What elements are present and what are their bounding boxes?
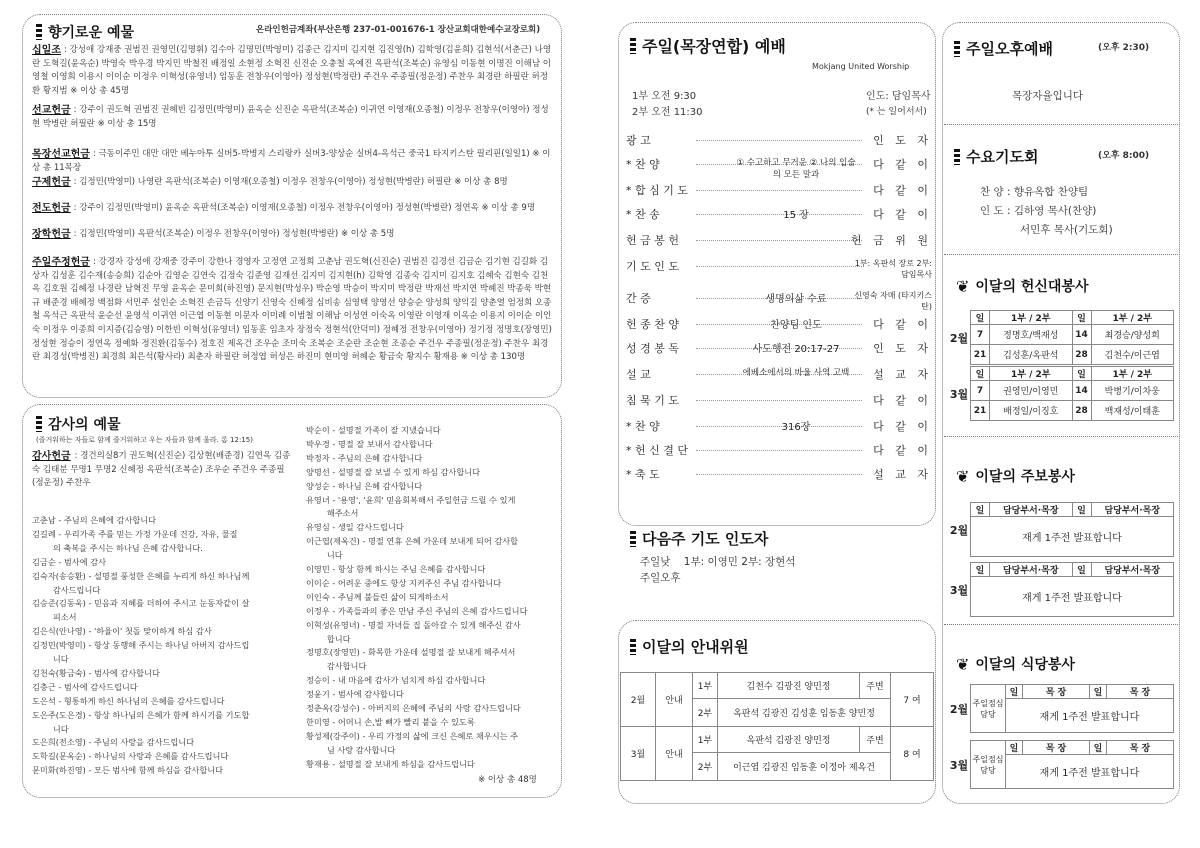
leader-dots [696, 190, 862, 191]
next-prayer-label-day: 주일낮 [640, 556, 671, 568]
worship-row-c: 신영숙 자매 (타지키스탄) [854, 291, 932, 311]
service-h: 일 [1072, 311, 1091, 325]
thanks-item: 유영녀 - '용영', '윤희' 믿음회복해서 주일헌금 드릴 수 있게 [306, 494, 516, 505]
worship-row-c: 설 교 자 [873, 368, 932, 381]
kitchen-h: 일 [1006, 741, 1023, 755]
offering-section [32, 228, 552, 242]
kitchen-msg: 재게 1주전 발표합니다 [1006, 755, 1174, 789]
worship-row [626, 156, 932, 180]
afternoon-title-text: 주일오후예배 [966, 40, 1053, 58]
worship-row-a: * 헌 신 결 단 [626, 444, 688, 457]
service-h: 일 [971, 311, 990, 325]
bulletin-h: 일 [1072, 503, 1091, 517]
bulletin-h: 담당부서·목장 [1091, 563, 1174, 577]
offering-section [32, 256, 552, 365]
ushers-sub: 주변 [860, 727, 891, 753]
ushers-role-feb: 안내 [656, 673, 693, 727]
bulletin-month: 3월 [949, 583, 969, 597]
thanks-item: 박우경 - 명절 잘 보내서 감사합니다 [306, 438, 433, 449]
worship-row-b: 사도행전 20:17-27 [752, 344, 840, 355]
worship-row-c: 1부: 옥판석 장로 2부: 담임목사 [854, 259, 932, 279]
service-h: 일 [971, 367, 990, 381]
next-prayer-line2: 주일오후 [640, 572, 681, 584]
thanks-item: 이정우 - 가족들과의 좋은 만남 주신 주님의 은혜 감사드립니다 [306, 605, 528, 616]
worship-row [626, 340, 932, 356]
kitchen-label: 주일점심 담당 [971, 685, 1006, 733]
afternoon-title [954, 38, 1053, 59]
offering-section-text: : 강주이 권도혁 권범진 권혜빈 김정민(박영미) 윤옥순 신진순 옥판석(조복순) 이귀연 이영재(오종철) 이정우 전창우(이영아) 정성현 박병란 허필란 ※ 이상 총 15명 [32, 105, 549, 129]
wednesday-leader2: 서민후 목사(기도회) [1020, 224, 1113, 236]
next-prayer-line1 [640, 556, 795, 570]
worship-row [626, 206, 932, 222]
ushers-names: 옥판석 김광진 김성훈 임동훈 양민정 [718, 699, 891, 727]
thanks-item: 김숙자(송승환) - 설명절 풍성한 은혜를 누리게 하신 하나님께 [32, 570, 250, 581]
leader-dots [696, 140, 862, 141]
worship-row [626, 182, 932, 198]
thanks-item: 도은석 - 형통하게 하신 하나님의 은혜를 감사드립니다 [32, 695, 225, 706]
worship-row [626, 290, 932, 311]
ushers-names: 김천수 김광진 양민정 [718, 673, 860, 699]
thanks-subtitle: (즐거워하는 자들로 함께 즐거워하고 우는 자들과 함께 울라. 롬 12:15) [36, 436, 253, 444]
offering-section-label: 장학헌금 [32, 229, 71, 240]
divider [944, 436, 1178, 437]
offering-section-label: 목장선교헌금 [32, 149, 90, 160]
worship-row-a: 침 묵 기 도 [626, 394, 679, 407]
clover-icon: ❦ [956, 654, 970, 674]
ushers-names: 옥판석 김광진 양민정 [718, 727, 860, 753]
kitchen-h: 일 [1089, 741, 1106, 755]
worship-row [626, 418, 932, 434]
thanks-item: 이이순 - 어려운 중에도 항상 지켜주신 주님 감사합니다 [306, 577, 502, 588]
thanks-item: 감사드립니다 [32, 584, 101, 595]
thanks-lead-text: : 경건의실8기 권도혁(신진순) 김상현(배준경) 김연옥 김종숙 김태분 무명1 무명2 신혜정 옥판석(조복순) 조우순 주건우 주종필(정운정) 주찬우 [32, 451, 291, 489]
leader-dots [696, 266, 862, 267]
divider [944, 624, 1178, 625]
bulletin-h: 담당부서·목장 [1091, 503, 1174, 517]
kitchen-h: 목 장 [1023, 741, 1090, 755]
service-day: 7 [971, 381, 990, 401]
offering-section-text: : 강경자 강성애 강재중 강주이 강한나 경영자 고정연 고정희 고춘남 권도혁(신진순) 권범진 김경선 김금순 김기현 김길화 김상자 김성훈 김수재(송승희) 김순아 김영순 김연숙 김정숙 김준영 김재선 김지미 김지현(h) 김학영 김종숙 김지미 김지호 김혜숙 김현숙 김천옥 김호원 김혜정 나경란 남혁진 무영 윤옥순 문미희(하진영) 문지현(박성우) 박순영 박승이 박지미 박정란 박재선 박지연 박혜진 박종욱 박현규 배준경 배혜정 백점화 서민주 설인순 소혁진 손금득 신양기 신영숙 신혜정 심비송 심영택 양영선 양승순 양성희 양익길 양춘열 엄정희 오종철 옥석근 옥판석 윤순선 윤영석 이귀연 이근엽 이동현 이문자 이미례 이범철 이해남 이성연 이숙옥 이영란 이영재 이옥순 이용지 이이순 이인숙 이정우 이종희 이지증(김승영) 이한빈 이혁성(유영녀) 임동훈 임초자 장정숙 정현석(안덕미) 정혜정 전창우(이영아) 정기정 정명호(장영민) 정성현 정승이 정연옥 정예화 정진환(김동수) 정호진 제옥건 조우순 조미숙 조복순 조순란 조순현 조종순 주건우 주종필(정운정) 주찬우 최경란 최경성(박병진) 최경희 최은석(황사라) 최춘자 하필란 허정엽 허성은 하진미 현미영 허혜순 황금숙 황지수 황재용 ※ 이상 총 130명 [32, 257, 552, 363]
clover-icon: ❦ [956, 276, 970, 296]
bulletin-h: 담당부서·목장 [990, 503, 1073, 517]
wednesday-leader: 인 도 : 김하영 목사(찬양) [980, 205, 1097, 217]
kitchen-table-feb [948, 684, 1174, 733]
ushers-title [630, 636, 749, 657]
thanks-item: 양성순 - 하나님 은혜 감사합니다 [306, 480, 423, 491]
worship-row-b: ① 수고하고 무거운 ② 나의 입술의 모든 말과 [736, 158, 856, 180]
offering-section-text: : 강주이 김정민(박영미) 윤옥순 옥판석(조복순) 이영재(오종철) 이정우 전창우(이영아) 정성현(박병란) 정연옥 ※ 이상 총 9명 [73, 203, 536, 213]
worship-row-c: 다 같 이 [873, 158, 932, 171]
kitchen-h: 목 장 [1106, 685, 1173, 699]
service-table-mar [948, 366, 1174, 421]
thanks-item: 니다 [32, 654, 69, 664]
section-bar-icon [630, 38, 636, 54]
ushers-table [620, 672, 934, 781]
offering-section-label: 주일주정헌금 [32, 257, 90, 268]
thanks-item: 양명선 - 설명절 잘 보낼 수 있게 하심 감사합니다 [306, 466, 481, 477]
thanks-item: 도은희(전소영) - 주님의 사랑을 감사드립니다 [32, 737, 195, 748]
divider [944, 124, 1178, 125]
bulletin-h: 일 [1072, 563, 1091, 577]
offering-section-label: 십일조 [32, 45, 61, 56]
bulletin-msg: 재게 1주전 발표합니다 [971, 577, 1174, 617]
worship-row [626, 258, 932, 279]
thanks-item: 김길례 - 우리가족 주를 믿는 가정 가운데 건강, 자유, 물질 [32, 528, 238, 539]
thanks-item: 감사합니다 [306, 661, 367, 672]
kitchen-h: 목 장 [1106, 741, 1173, 755]
worship-row-a: 기 도 인 도 [626, 260, 679, 273]
ushers-sub: 주변 [860, 673, 891, 699]
service-h: 1부 / 2부 [990, 367, 1073, 381]
section-bar-icon [36, 416, 42, 432]
service-day: 28 [1072, 401, 1091, 421]
worship-row-c: 다 같 이 [873, 318, 932, 331]
service-day: 21 [971, 345, 990, 365]
worship-row-a: * 축 도 [626, 468, 660, 481]
offering-section-text: : 극동이주민 대만 대만 베누아투 실버5-박병지 스리랑카 실버3-양상순 실버4-옥석근 중국1 타지키스탄 필리핀(일일1) ※ 이상 총 11목장 [32, 149, 551, 173]
bulletin-table-feb [948, 502, 1174, 557]
worship-time2: 2부 오전 11:30 [632, 107, 703, 118]
thanks-item: 김금순 - 범사에 감사 [32, 556, 107, 567]
next-prayer-title-text: 다음주 기도 인도자 [642, 530, 769, 548]
worship-row [626, 132, 932, 148]
worship-row-c: 다 같 이 [873, 184, 932, 197]
thanks-item: 니다 [306, 550, 343, 561]
thanks-item: 김정민(박영미) - 항상 동행해 주시는 하나님 아버지 감사드립 [32, 640, 250, 651]
worship-row-b: 316장 [781, 422, 811, 433]
thanks-item: 도학길(문옥순) - 하나님의 사랑과 은혜를 감사드립니다 [32, 751, 229, 762]
thanks-item: 의 축복을 주시는 하나님 은혜 감사합니다. [32, 542, 203, 553]
service-h: 1부 / 2부 [1091, 367, 1174, 381]
kitchen-msg: 재게 1주전 발표합니다 [1006, 699, 1174, 733]
service-month: 2월 [949, 331, 969, 345]
worship-row-a: 간 증 [626, 292, 651, 305]
worship-row-a: * 찬 양 [626, 158, 660, 171]
section-bar-icon [36, 24, 42, 40]
worship-row-a: 설 교 [626, 368, 651, 381]
thanks-item: 도은주(도은경) - 항상 하나님의 은혜가 함께 하시기를 기도합 [32, 709, 250, 720]
thanks-item: 유영심 - 생일 감사드립니다 [306, 522, 404, 533]
thanks-item: 정윤기 - 범사에 감사합니다 [306, 689, 404, 700]
leader-dots [696, 400, 862, 401]
worship-row-c: 다 같 이 [873, 444, 932, 457]
thanks-item: 해주소서 [306, 508, 359, 519]
thanks-item: 정승이 - 내 마음에 감사가 넘치게 하심 감사합니다 [306, 675, 486, 686]
thanks-lead-label: 감사헌금 [32, 451, 71, 462]
service-title [956, 276, 1088, 296]
kitchen-h: 목 장 [1023, 685, 1090, 699]
worship-subtitle: Mokjang United Worship [812, 62, 910, 71]
worship-row-c: 헌 금 위 원 [851, 234, 932, 247]
ushers-part: 1부 [693, 727, 718, 753]
worship-leader: 인도: 담임목사 [866, 91, 931, 102]
worship-row-a: * 찬 송 [626, 208, 660, 221]
thanks-item: 이근엽(제옥건) - 명절 연휴 은혜 가운데 보내게 되어 감사합 [306, 536, 519, 547]
offering-section-label: 전도헌금 [32, 203, 71, 214]
offering-section-label: 선교헌금 [32, 105, 71, 116]
worship-row-b: 찬양팀 인도 [770, 320, 822, 331]
thanks-total: ※ 이상 총 48명 [478, 775, 537, 785]
wednesday-time: (오후 8:00) [1098, 151, 1150, 161]
leader-dots [696, 240, 862, 241]
offering-section-text: : 강성애 강재중 권범진 권영민(김명휘) 김수아 김명민(박영미) 김종근 김지미 김지현 김진영(h) 김학영(김윤희) 김현석(서춘근) 나영란 도혁길(윤옥순) 박영숙 박우경 박지민 박철진 배정일 소현정 소혁진 신진순 오충철 옥예진 옥판석(조복순) 유영심 이동현 이명진 이해남 이영철 이영희 이용시 이이순 이정우 이혁성(유영녀) 임동훈 전창우(이영아) 정성현(박정란) 주건우 주종필(정운정) 주찬우 최경란 하필란 허정환 황지범 ※ 이상 총 45명 [32, 45, 552, 96]
worship-row [626, 232, 932, 248]
bulletin-title-text: 이달의 주보봉사 [975, 469, 1075, 485]
service-table-feb [948, 310, 1174, 365]
leader-dots [696, 450, 862, 451]
service-title-text: 이달의 헌신대봉사 [975, 279, 1089, 295]
thanks-item: 이혁성(유영녀) - 명절 자녀들 집 돌아갈 수 있게 해주신 감사 [306, 619, 521, 630]
worship-row-b: 에베소에서의 바울 사역 고백 [742, 368, 850, 378]
thanks-item: 문미화(하진영) - 모든 범사에 함께 하심을 감사합니다 [32, 765, 224, 776]
section-bar-icon [954, 149, 960, 165]
ushers-role-mar: 안내 [656, 727, 693, 781]
worship-row-a: 헌 금 봉 헌 [626, 234, 679, 247]
worship-row [626, 466, 932, 482]
ushers-names: 이근엽 김광진 임동훈 이정아 제옥건 [718, 753, 891, 781]
service-day: 14 [1072, 381, 1091, 401]
offering-section [32, 104, 552, 131]
worship-note: (* 는 일어서서) [866, 107, 927, 117]
worship-time1: 1부 오전 9:30 [632, 91, 697, 102]
next-prayer-value-day: 1부: 이영민 2부: 장현석 [683, 556, 796, 568]
worship-row-c: 인 도 자 [873, 134, 932, 147]
offering-section [32, 148, 552, 175]
next-prayer-title [630, 528, 768, 549]
kitchen-table-mar [948, 740, 1174, 789]
thanks-lead [32, 450, 296, 491]
bulletin-h: 담당부서·목장 [990, 563, 1073, 577]
service-names: 배정일/이징호 [990, 401, 1073, 421]
worship-row-b: 15 장 [783, 210, 809, 221]
service-h: 일 [1072, 367, 1091, 381]
worship-row-a: 헌 종 찬 양 [626, 318, 679, 331]
kitchen-h: 일 [1006, 685, 1023, 699]
kitchen-h: 일 [1089, 685, 1106, 699]
offering-section-text: : 김정민(박영미) 옥판석(조복순) 이정우 전창우(이영아) 정성현(박병란) ※ 이상 총 5명 [73, 229, 395, 239]
bulletin-msg: 재게 1주전 발표합니다 [971, 517, 1174, 557]
kitchen-month: 3월 [949, 758, 969, 772]
worship-row-a: * 합 심 기 도 [626, 184, 688, 197]
thanks-item: 고춘남 - 주님의 은혜에 감사합니다 [32, 515, 157, 525]
service-h: 1부 / 2부 [990, 311, 1073, 325]
service-names: 김천수/이근엽 [1091, 345, 1174, 365]
thanks-item: 박정자 - 주님의 은혜 감사합니다 [306, 452, 423, 463]
worship-row-c: 설 교 자 [873, 468, 932, 481]
service-h: 1부 / 2부 [1091, 311, 1174, 325]
service-month: 3월 [949, 387, 969, 401]
worship-title [630, 34, 786, 57]
offering-section-label: 구제헌금 [32, 177, 71, 188]
thanks-item: 합니다 [306, 633, 351, 644]
thanks-title [36, 414, 121, 434]
worship-row [626, 316, 932, 332]
divider [944, 254, 1178, 255]
bulletin-h: 일 [971, 503, 990, 517]
worship-row [626, 442, 932, 458]
clover-icon: ❦ [956, 466, 970, 486]
service-names: 최경승/양성희 [1091, 325, 1174, 345]
worship-row [626, 392, 932, 408]
service-day: 21 [971, 401, 990, 421]
worship-row-c: 다 같 이 [873, 208, 932, 221]
worship-row-a: * 찬 양 [626, 420, 660, 433]
worship-row-a: 성 경 봉 독 [626, 342, 679, 355]
service-names: 정명호/백재성 [990, 325, 1073, 345]
ushers-part: 2부 [693, 753, 718, 781]
service-day: 14 [1072, 325, 1091, 345]
service-names: 권영민/이영민 [990, 381, 1073, 401]
service-names: 박병기/이차웅 [1091, 381, 1174, 401]
wednesday-title [954, 146, 1038, 167]
worship-row-c: 인 도 자 [873, 342, 932, 355]
offering-section [32, 176, 552, 190]
thanks-item: 이영민 - 항상 함께 하시는 주님 은혜를 감사합니다 [306, 564, 486, 574]
thanks-item: 김은식(안나영) - '하율이' 첫돌 맞이하게 하심 감사 [32, 626, 212, 637]
offering-section [32, 202, 552, 216]
afternoon-text: 목장자율입니다 [1012, 90, 1084, 102]
thanks-item: 김천숙(황금숙) - 범사에 감사합니다 [32, 667, 160, 678]
service-day: 28 [1072, 345, 1091, 365]
worship-row-c: 다 같 이 [873, 420, 932, 433]
offering-title [36, 22, 134, 42]
section-bar-icon [630, 531, 636, 547]
afternoon-time: (오후 2:30) [1098, 43, 1150, 53]
worship-row-a: 광 고 [626, 134, 651, 147]
ushers-title-text: 이달의 안내위원 [642, 638, 749, 656]
section-bar-icon [630, 639, 636, 655]
wednesday-praise: 찬 양 : 향유옥합 찬양팀 [980, 186, 1089, 198]
kitchen-label: 주일점심 담당 [971, 741, 1006, 789]
thanks-item: 김승준(김동욱) - 믿음과 지혜를 더하여 주시고 눈동자같이 살 [32, 598, 250, 609]
thanks-item: 님 사랑 감사합니다 [306, 744, 396, 755]
bulletin-month: 2월 [949, 523, 969, 537]
ushers-month-mar: 3월 [621, 727, 656, 781]
kitchen-month: 2월 [949, 702, 969, 716]
service-day: 7 [971, 325, 990, 345]
thanks-item: 정춘옥(강성수) - 아버지의 은혜에 주님의 사랑 감사드립니다 [306, 703, 521, 713]
service-names: 김성훈/옥판석 [990, 345, 1073, 365]
wednesday-title-text: 수요기도회 [966, 148, 1039, 166]
account-info: 온라인헌금계좌(부산은행 237-01-001676-1 장산교회대한예수교장로회) [256, 25, 541, 35]
service-names: 백재성/이태훈 [1091, 401, 1174, 421]
kitchen-title [956, 654, 1075, 674]
bulletin-h: 일 [971, 563, 990, 577]
thanks-title-text: 감사의 예물 [48, 417, 121, 433]
thanks-item: 피소서 [32, 612, 77, 623]
ushers-count: 8 여 [891, 727, 934, 781]
ushers-part: 1부 [693, 673, 718, 699]
worship-row-b: 생명의삶 수료 [765, 294, 827, 305]
thanks-item: 한미영 - 어머니 손,발 뼈가 빨리 붙을 수 있도록 [306, 716, 475, 727]
thanks-item: 이인숙 - 주님께 불들린 삶이 되게하소서 [306, 591, 449, 602]
ushers-count: 7 여 [891, 673, 934, 727]
offering-section-text: : 김정민(박영미) 나영란 옥판석(조복순) 이영재(오종철) 이정우 전창우(이영아) 정성현(박병란) 허필란 ※ 이상 총 8명 [73, 177, 508, 187]
kitchen-title-text: 이달의 식당봉사 [975, 657, 1075, 673]
offering-section [32, 44, 552, 98]
bulletin-table-mar [948, 562, 1174, 617]
worship-row-c: 다 같 이 [873, 394, 932, 407]
thanks-item: 박순이 - 설명절 가족이 잘 지냈습니다 [306, 425, 441, 435]
thanks-item: 니다 [32, 723, 69, 734]
bulletin-title [956, 466, 1075, 486]
thanks-item: 황성제(강주이) - 우리 가정의 삶에 크신 은혜로 채우시는 주 [306, 730, 519, 741]
ushers-part: 2부 [693, 699, 718, 727]
thanks-item: 김충근 - 범사에 감사드립니다 [32, 681, 138, 692]
thanks-item: 황재용 - 설명절 잘 보내게 하심을 감사드립니다 [306, 758, 475, 769]
leader-dots [696, 474, 862, 475]
offering-title-text: 향기로운 예물 [48, 25, 135, 41]
ushers-month-feb: 2월 [621, 673, 656, 727]
section-bar-icon [954, 41, 960, 57]
worship-row [626, 366, 932, 382]
worship-title-text: 주일(목장연합) 예배 [642, 37, 786, 56]
thanks-item: 정명호(장영민) - 화목한 가운데 설명절 잘 보내게 해주셔서 [306, 647, 516, 658]
